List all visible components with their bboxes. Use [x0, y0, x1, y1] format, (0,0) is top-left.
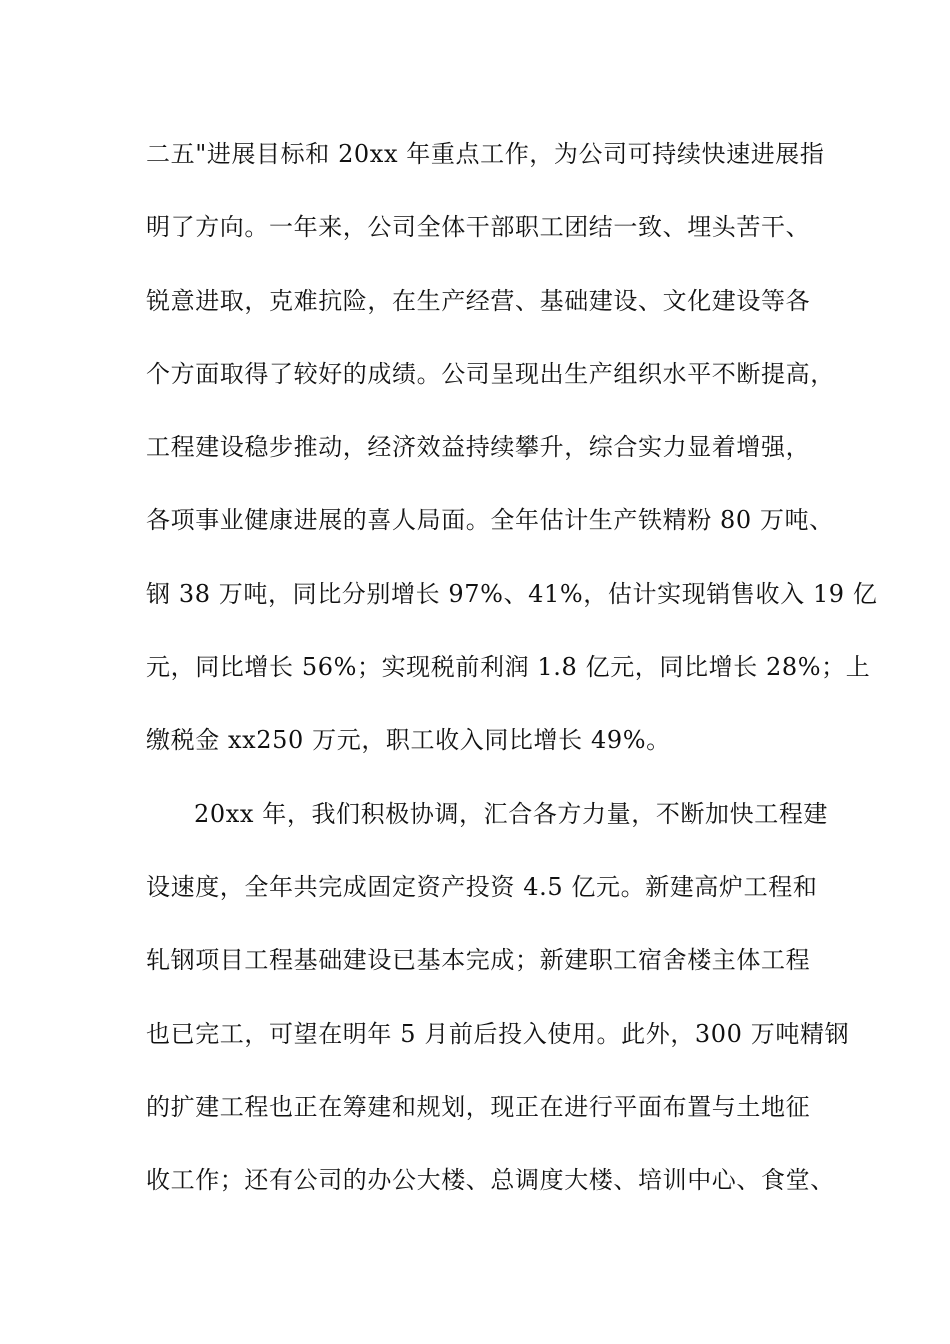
text-line: 个方面取得了较好的成绩。公司呈现出生产组织水平不断提高， — [146, 359, 835, 388]
text-line: 缴税金 xx250 万元，职工收入同比增长 49%。 — [146, 726, 671, 755]
paragraph-start-line: 20xx 年，我们积极协调，汇合各方力量，不断加快工程建 — [194, 799, 829, 828]
body-text — [146, 134, 878, 1233]
text-line: 各项事业健康进展的喜人局面。全年估计生产铁精粉 80 万吨、 — [146, 506, 834, 535]
text-line: 二五"进展目标和 20xx 年重点工作，为公司可持续快速进展指 — [146, 140, 825, 168]
text-line: 轧钢项目工程基础建设已基本完成；新建职工宿舍楼主体工程 — [146, 946, 811, 975]
text-line: 明了方向。一年来，公司全体干部职工团结一致、埋头苦干、 — [146, 213, 811, 242]
text-line: 工程建设稳步推动，经济效益持续攀升，综合实力显着增强， — [146, 433, 811, 462]
text-line: 也已完工，可望在明年 5 月前后投入使用。此外，300 万吨精钢 — [146, 1019, 850, 1048]
text-line: 元，同比增长 56%；实现税前利润 1.8 亿元，同比增长 28%；上 — [146, 653, 871, 682]
text-line: 钢 38 万吨，同比分别增长 97%、41%，估计实现销售收入 19 亿 — [146, 579, 878, 608]
text-line: 收工作；还有公司的办公大楼、总调度大楼、培训中心、食堂、 — [146, 1166, 835, 1195]
text-line: 设速度，全年共完成固定资产投资 4.5 亿元。新建高炉工程和 — [146, 872, 818, 901]
text-line: 锐意进取，克难抗险，在生产经营、基础建设、文化建设等各 — [146, 286, 811, 315]
text-line: 的扩建工程也正在筹建和规划，现正在进行平面布置与土地征 — [146, 1092, 811, 1121]
